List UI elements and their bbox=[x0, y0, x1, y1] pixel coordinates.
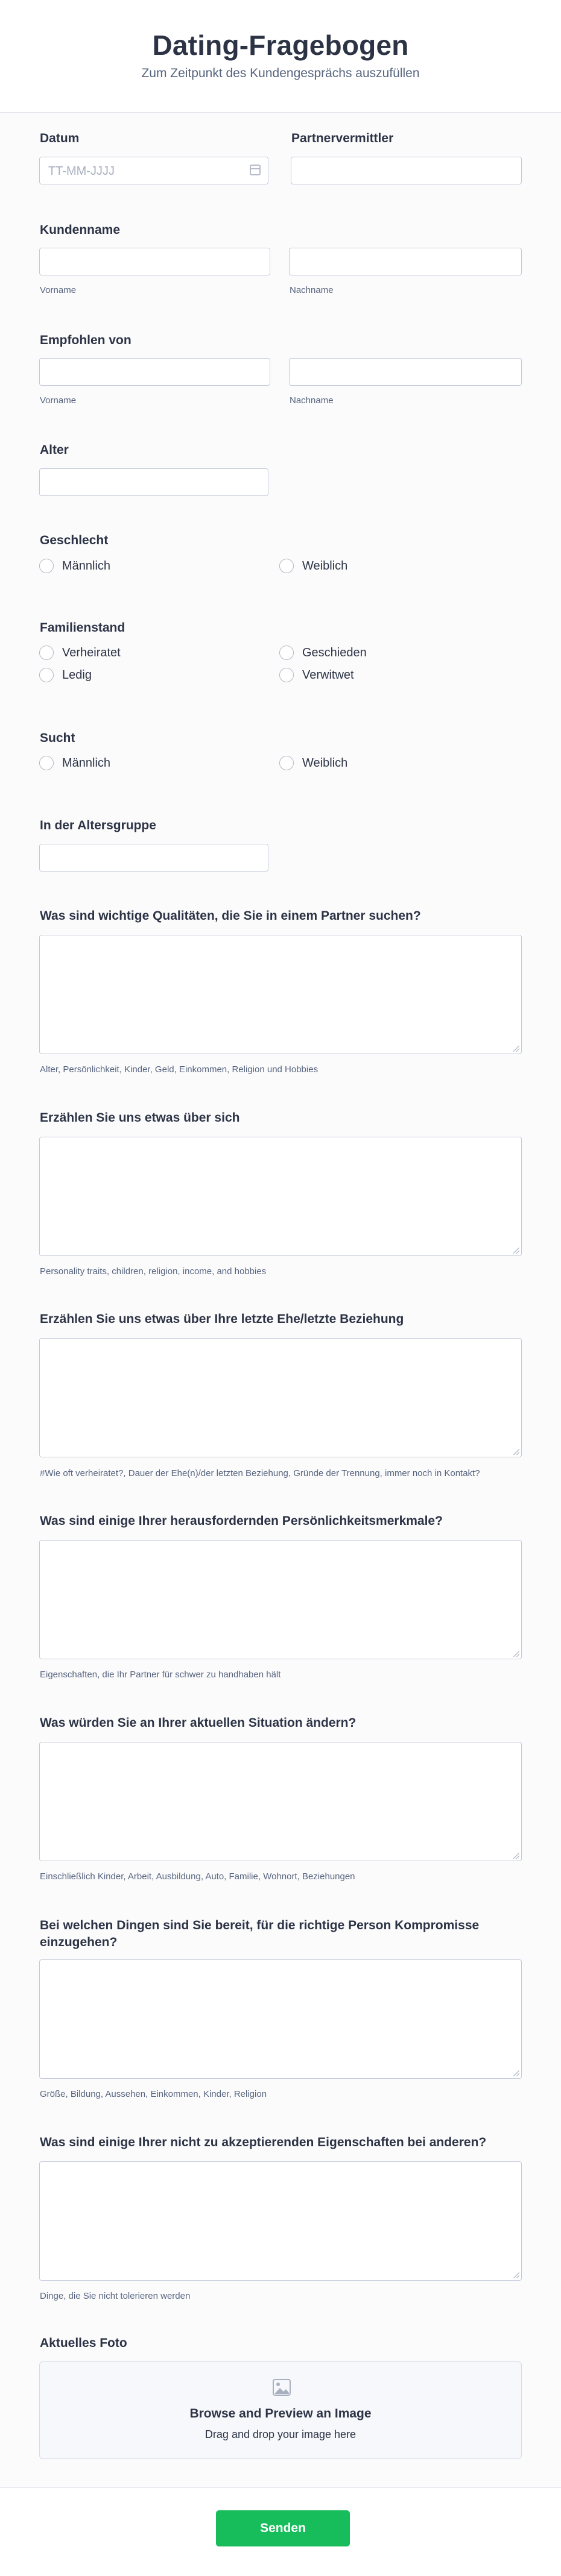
radio-label: Weiblich bbox=[302, 756, 348, 770]
familienstand-option-verwitwet[interactable] bbox=[279, 668, 354, 682]
kundenname-last-input[interactable] bbox=[289, 248, 522, 275]
datum-input[interactable] bbox=[39, 157, 268, 184]
nicht-akzeptieren-label: Was sind einige Ihrer nicht zu akzeptierenden Eigenschaften bei anderen? bbox=[40, 2135, 487, 2149]
kundenname-label: Kundenname bbox=[40, 223, 121, 237]
foto-label: Aktuelles Foto bbox=[40, 2336, 127, 2350]
resize-grip-icon[interactable] bbox=[513, 2272, 519, 2278]
geschlecht-label: Geschlecht bbox=[40, 533, 109, 547]
radio-label: Männlich bbox=[62, 756, 111, 770]
radio-circle[interactable] bbox=[279, 756, 294, 770]
persoenlichkeit-textarea[interactable] bbox=[39, 1540, 522, 1659]
ueber-sich-textarea[interactable] bbox=[39, 1137, 522, 1256]
radio-circle[interactable] bbox=[279, 646, 294, 660]
resize-grip-icon[interactable] bbox=[513, 1248, 519, 1254]
altersgruppe-label: In der Altersgruppe bbox=[40, 818, 156, 832]
resize-grip-icon[interactable] bbox=[513, 1853, 519, 1859]
form-subtitle: Zum Zeitpunkt des Kundengesprächs auszufüllen bbox=[141, 66, 420, 80]
resize-grip-icon[interactable] bbox=[513, 1046, 519, 1052]
familienstand-label: Familienstand bbox=[40, 621, 125, 635]
situation-textarea[interactable] bbox=[39, 1742, 522, 1861]
geschlecht-option-maennlich[interactable] bbox=[39, 559, 110, 573]
nicht-akzeptieren-hint: Dinge, die Sie nicht tolerieren werden bbox=[40, 2291, 191, 2301]
kompromisse-hint: Größe, Bildung, Aussehen, Einkommen, Kinder, Religion bbox=[40, 2089, 267, 2099]
qualitaeten-label: Was sind wichtige Qualitäten, die Sie in einem Partner suchen? bbox=[40, 909, 421, 923]
partnervermittler-input[interactable] bbox=[291, 157, 522, 184]
form-footer bbox=[0, 2487, 561, 2576]
datum-label: Datum bbox=[40, 131, 80, 145]
ueber-sich-hint: Personality traits, children, religion, income, and hobbies bbox=[40, 1266, 267, 1277]
submit-button[interactable]: Senden bbox=[216, 2510, 350, 2546]
familienstand-option-ledig[interactable] bbox=[39, 668, 92, 682]
radio-label: Ledig bbox=[62, 668, 92, 682]
kompromisse-textarea[interactable] bbox=[39, 1959, 522, 2079]
situation-label: Was würden Sie an Ihrer aktuellen Situation ändern? bbox=[40, 1716, 357, 1730]
nicht-akzeptieren-textarea[interactable] bbox=[39, 2161, 522, 2281]
radio-label: Verwitwet bbox=[302, 668, 354, 682]
kundenname-last-sublabel: Nachname bbox=[290, 285, 334, 295]
familienstand-option-geschieden[interactable] bbox=[279, 646, 367, 660]
empfohlen-first-sublabel: Vorname bbox=[40, 395, 77, 406]
radio-label: Geschieden bbox=[302, 646, 367, 659]
radio-circle[interactable] bbox=[39, 559, 54, 573]
radio-label: Männlich bbox=[62, 559, 111, 573]
ueber-sich-label: Erzählen Sie uns etwas über sich bbox=[40, 1111, 240, 1125]
persoenlichkeit-hint: Eigenschaften, die Ihr Partner für schwer zu handhaben hält bbox=[40, 1670, 281, 1680]
letzte-beziehung-hint: #Wie oft verheiratet?, Dauer der Ehe(n)/der letzten Beziehung, Gründe der Trennung, immer noch in Kontakt? bbox=[40, 1468, 480, 1478]
resize-grip-icon[interactable] bbox=[513, 1449, 519, 1455]
alter-input[interactable] bbox=[39, 468, 268, 496]
qualitaeten-hint: Alter, Persönlichkeit, Kinder, Geld, Einkommen, Religion und Hobbies bbox=[40, 1064, 319, 1075]
radio-label: Weiblich bbox=[302, 559, 348, 573]
radio-circle[interactable] bbox=[39, 668, 54, 682]
empfohlen-last-sublabel: Nachname bbox=[290, 395, 334, 406]
resize-grip-icon[interactable] bbox=[513, 1651, 519, 1657]
radio-circle[interactable] bbox=[39, 646, 54, 660]
radio-circle[interactable] bbox=[279, 668, 294, 682]
qualitaeten-textarea[interactable] bbox=[39, 935, 522, 1054]
familienstand-option-verheiratet[interactable] bbox=[39, 646, 121, 660]
partnervermittler-label: Partnervermittler bbox=[291, 131, 394, 145]
sucht-option-weiblich[interactable] bbox=[279, 756, 347, 770]
upload-title: Browse and Preview an Image bbox=[189, 2407, 372, 2420]
sucht-label: Sucht bbox=[40, 731, 75, 745]
kundenname-first-sublabel: Vorname bbox=[40, 285, 77, 295]
form-header bbox=[0, 0, 561, 113]
alter-label: Alter bbox=[40, 443, 69, 457]
resize-grip-icon[interactable] bbox=[513, 2070, 519, 2076]
radio-label: Verheiratet bbox=[62, 646, 121, 659]
letzte-beziehung-label: Erzählen Sie uns etwas über Ihre letzte Ehe/letzte Beziehung bbox=[40, 1312, 404, 1326]
empfohlen-last-input[interactable] bbox=[289, 358, 522, 386]
sucht-option-maennlich[interactable] bbox=[39, 756, 110, 770]
radio-circle[interactable] bbox=[39, 756, 54, 770]
persoenlichkeit-label: Was sind einige Ihrer herausfordernden Persönlichkeitsmerkmale? bbox=[40, 1514, 443, 1528]
letzte-beziehung-textarea[interactable] bbox=[39, 1338, 522, 1457]
geschlecht-option-weiblich[interactable] bbox=[279, 559, 347, 573]
radio-circle[interactable] bbox=[279, 559, 294, 573]
empfohlen-first-input[interactable] bbox=[39, 358, 270, 386]
kundenname-first-input[interactable] bbox=[39, 248, 270, 275]
upload-hint: Drag and drop your image here bbox=[204, 2428, 357, 2440]
image-upload-dropzone[interactable] bbox=[39, 2361, 522, 2459]
altersgruppe-input[interactable] bbox=[39, 844, 268, 872]
situation-hint: Einschließlich Kinder, Arbeit, Ausbildung, Auto, Familie, Wohnort, Beziehungen bbox=[40, 1871, 355, 1882]
form-title: Dating-Fragebogen bbox=[152, 30, 409, 61]
datum-placeholder: TT-MM-JJJJ bbox=[48, 165, 115, 178]
empfohlen-label: Empfohlen von bbox=[40, 333, 132, 347]
kompromisse-label: Bei welchen Dingen sind Sie bereit, für die richtige Person Kompromisse einzugehen? bbox=[40, 1918, 480, 1949]
calendar-icon[interactable] bbox=[250, 165, 261, 175]
image-icon bbox=[272, 2378, 291, 2397]
